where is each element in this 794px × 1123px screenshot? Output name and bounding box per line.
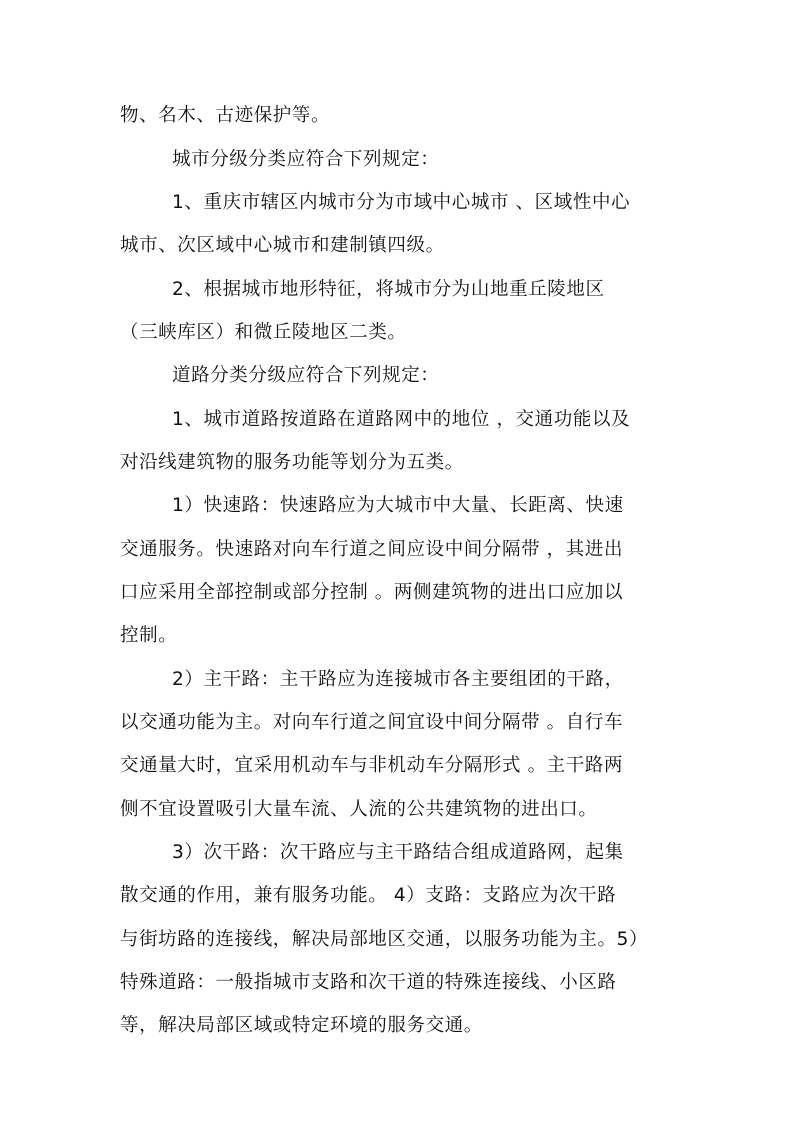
text-line: 道路分类分级应符合下列规定： (172, 365, 440, 386)
text-line: 以交通功能为主。对向车行道之间宜设中间分隔带 。自行车 (120, 712, 624, 733)
text-line: 3）次干路：次干路应与主干路结合组成道路网，起集 (172, 842, 624, 863)
text-line: 等，解决局部区域或特定环境的服务交通。 (120, 1015, 483, 1036)
text-line: 交通服务。快速路对向车行道之间应设中间分隔带 ，其进出 (120, 539, 624, 560)
text-line: （三峡库区）和微丘陵地区二类。 (120, 322, 407, 343)
text-line: 1、城市道路按道路在道路网中的地位 ，交通功能以及 (172, 409, 631, 430)
text-line: 对沿线建筑物的服务功能等划分为五类。 (120, 452, 464, 473)
text-line: 物、名木、古迹保护等。 (120, 105, 331, 126)
text-line: 交通量大时，宜采用机动车与非机动车分隔形式 。主干路两 (120, 755, 624, 776)
text-line: 控制。 (120, 625, 178, 646)
text-line: 城市分级分类应符合下列规定： (172, 149, 440, 170)
text-line: 侧不宜设置吸引大量车流、人流的公共建筑物的进出口。 (120, 799, 598, 820)
text-line: 2、根据城市地形特征，将城市分为山地重丘陵地区 (172, 279, 605, 300)
text-line: 城市、次区域中心城市和建制镇四级。 (120, 235, 445, 256)
text-line: 与街坊路的连接线，解决局部地区交通，以服务功能为主。5） (120, 929, 649, 950)
text-line: 1、重庆市辖区内城市分为市域中心城市 、区域性中心 (172, 192, 631, 213)
text-line: 特殊道路：一般指城市支路和次干道的特殊连接线、小区路 (120, 972, 617, 993)
text-line: 口应采用全部控制或部分控制 。两侧建筑物的进出口应加以 (120, 582, 624, 603)
text-line: 2）主干路：主干路应为连接城市各主要组团的干路， (172, 669, 624, 690)
text-line: 散交通的作用，兼有服务功能。 4）支路：支路应为次干路 (120, 885, 617, 906)
text-line: 1）快速路：快速路应为大城市中大量、长距离、快速 (172, 495, 624, 516)
